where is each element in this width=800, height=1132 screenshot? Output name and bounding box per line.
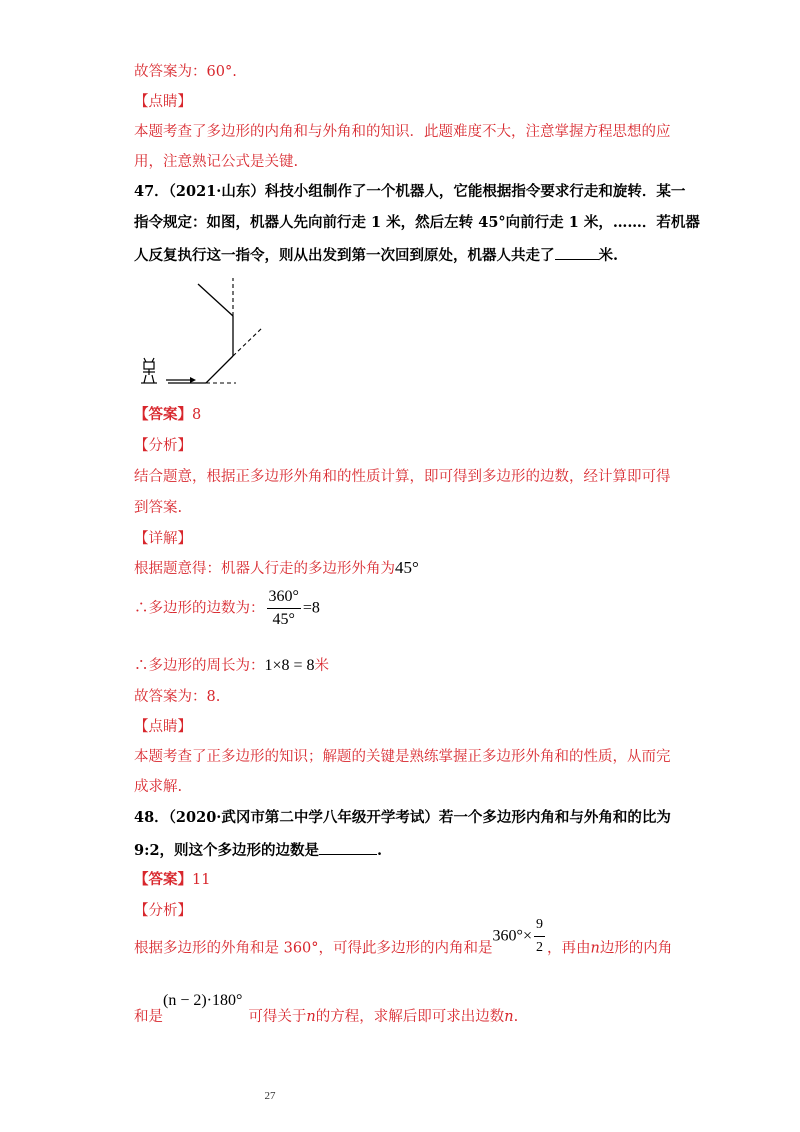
fenxi-text: 和是 [134, 1009, 163, 1025]
fraction-denominator: 2 [535, 940, 543, 955]
xiangjie-line-3 [134, 656, 329, 676]
dianjing-2-text-2: 成求解. [134, 779, 183, 795]
fenxi-2-line-1 [134, 917, 673, 969]
question-48-end: . [377, 842, 383, 859]
fenxi-heading: 【分析】 [134, 438, 192, 454]
question-47-text: 人反复执行这一指令，则从出发到第一次回到原处，机器人共走了 [134, 247, 555, 264]
dianjing-heading-2: 【点睛】 [134, 719, 192, 735]
question-47-line-3 [134, 245, 618, 266]
fenxi-text-1: 结合题意，根据正多边形外角和的性质计算，即可得到多边形的边数，经计算即可得 [134, 469, 671, 485]
dianjing-text-2: 用，注意熟记公式是关键. [134, 154, 299, 170]
question-48-text: 9:2，则这个多边形的边数是 [134, 842, 320, 859]
fenxi-text: 边形的内角 [599, 940, 673, 957]
answer-value: 11 [192, 872, 211, 888]
answer-line: 故答案为：8. [134, 689, 221, 705]
xiangjie-text: ∴多边形的周长为： [134, 658, 265, 674]
math-variable: n [504, 1009, 514, 1025]
fenxi-text: . [513, 1009, 519, 1025]
fraction-numerator: 360° [267, 588, 301, 609]
question-47-line-2: 指令规定：如图，机器人先向前行走 1 米，然后左转 45°向前行走 1 米，……．若机器 [134, 214, 700, 231]
answer-47 [134, 405, 201, 425]
xiangjie-line-2 [134, 588, 320, 629]
fenxi-text: 可得关于 [248, 1009, 307, 1025]
fenxi-heading-2: 【分析】 [134, 903, 192, 919]
fenxi-text: 的方程，求解后即可求出边数 [315, 1009, 505, 1025]
question-48-line-2 [134, 840, 382, 861]
math-variable: n [590, 940, 600, 957]
math-expression [493, 916, 547, 957]
math-angle: 45° [395, 558, 419, 577]
answer-blank-48 [319, 840, 377, 855]
xiangjie-line-1 [134, 558, 419, 579]
question-47-unit: 米. [598, 247, 619, 264]
question-47-line-1: 47．（2021·山东）科技小组制作了一个机器人，它能根据指令要求行走和旋转．某一 [134, 183, 686, 200]
fenxi-text: ，再由 [546, 940, 591, 957]
fraction-denominator: 45° [272, 611, 295, 628]
answer-tag: 【答案】 [134, 406, 192, 423]
xiangjie-text: ∴多边形的边数为： [134, 600, 265, 617]
fenxi-2-line-2 [134, 992, 519, 1030]
dianjing-text-1: 本题考查了多边形的内角和与外角和的知识．此题难度不大，注意掌握方程思想的应 [134, 124, 671, 140]
math-equals: =8 [302, 599, 320, 617]
robot-icon [141, 358, 157, 383]
fraction-numerator: 9 [534, 916, 545, 937]
unit-text: 米 [314, 658, 330, 674]
xiangjie-text: 根据题意得：机器人行走的多边形外角为 [134, 561, 395, 577]
xiangjie-heading: 【详解】 [134, 531, 192, 547]
answer-48 [134, 870, 210, 890]
math-expression: (n − 2)·180° [163, 992, 243, 1009]
answer-line-prev: 故答案为：60°. [134, 64, 237, 80]
fenxi-text-2: 到答案. [134, 500, 183, 516]
answer-tag: 【答案】 [134, 871, 192, 888]
math-product: 1×8 = 8 [264, 657, 315, 674]
page-number: 27 [264, 1090, 276, 1102]
math-variable: n [306, 1009, 316, 1025]
math-term: 360°× [492, 927, 532, 945]
answer-blank-47 [555, 245, 599, 260]
robot-path-figure [138, 276, 268, 394]
dianjing-heading: 【点睛】 [134, 94, 192, 110]
math-fraction [267, 588, 301, 629]
answer-value: 8 [192, 407, 202, 423]
fenxi-text: 根据多边形的外角和是 360°，可得此多边形的内角和是 [134, 940, 493, 957]
dianjing-2-text-1: 本题考查了正多边形的知识；解题的关键是熟练掌握正多边形外角和的性质，从而完 [134, 749, 671, 765]
math-fraction [534, 916, 545, 957]
question-48-line-1: 48．（2020·武冈市第二中学八年级开学考试）若一个多边形内角和与外角和的比为 [134, 809, 671, 826]
